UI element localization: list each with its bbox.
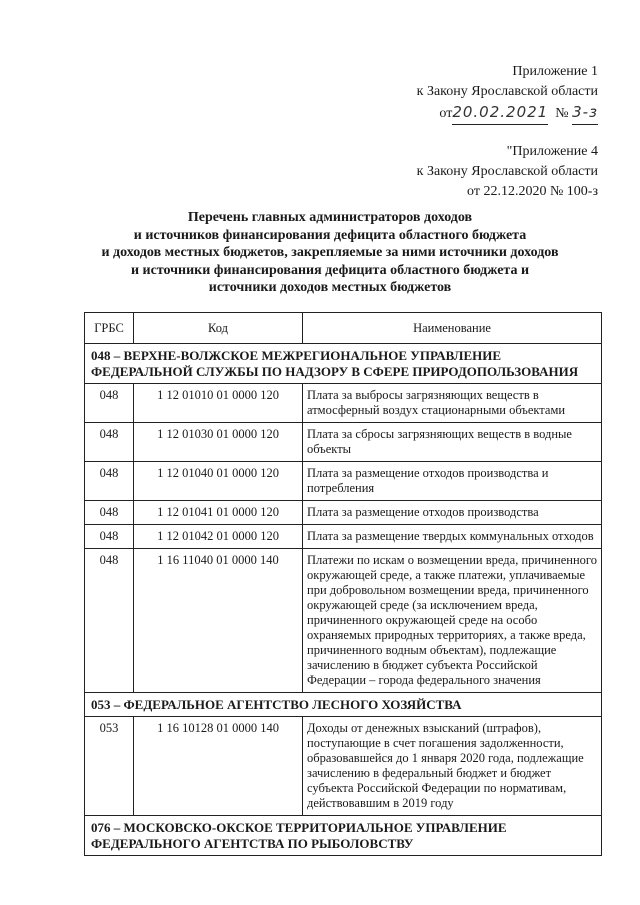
appendix-date-number (417, 102, 598, 128)
table-row (85, 501, 602, 525)
table-row (85, 423, 602, 462)
title-line: и доходов местных бюджетов, закрепляемые за ними источники доходов (101, 245, 559, 260)
cell-code: 1 12 01042 01 0000 120 (134, 525, 303, 549)
cell-name: Доходы от денежных взысканий (штрафов), поступающие в счет погашения задолженности, образовавшейся до 1 января 2020 года, подлежащие зачислению в федеральный бюджет и бюджет субъекта Российской Федерации по нормативам, действовавшим в 2019 году (303, 717, 602, 816)
prev-appendix-law-ref: к Закону Ярославской области (416, 164, 598, 179)
header-grbs: ГРБС (85, 313, 134, 344)
handwritten-number: 3-з (572, 103, 598, 121)
cell-grbs: 048 (85, 549, 134, 693)
cell-name: Плата за размещение твердых коммунальных отходов (303, 525, 602, 549)
section-title: 048 – ВЕРХНЕ-ВОЛЖСКОЕ МЕЖРЕГИОНАЛЬНОЕ УПРАВЛЕНИЕ ФЕДЕРАЛЬНОЙ СЛУЖБЫ ПО НАДЗОРУ В СФЕРЕ ПРИРОДОПОЛЬЗОВАНИЯ (85, 344, 602, 384)
table-header-row (85, 313, 602, 344)
table-row (85, 525, 602, 549)
title-line: и источников финансирования дефицита областного бюджета (133, 227, 527, 243)
cell-grbs: 048 (85, 384, 134, 423)
table-row (85, 717, 602, 816)
cell-name: Плата за сбросы загрязняющих веществ в водные объекты (303, 423, 602, 462)
cell-name: Платежи по искам о возмещении вреда, причиненного окружающей среде, а также платежи, уплачиваемые при добровольном возмещении вреда, причиненного окружающей среде (за исключением вреда, причиненного окружающей среде на особо охраняемых природных территориях, а также вреда, причиненного водным объектам), подлежащие зачислению в бюджет субъекта Российской Федерации – города федерального значения (303, 549, 602, 693)
cell-name: Плата за размещение отходов производства и потребления (303, 462, 602, 501)
cell-code: 1 12 01041 01 0000 120 (134, 501, 303, 525)
cell-code: 1 12 01030 01 0000 120 (134, 423, 303, 462)
date-prefix: от (439, 106, 453, 121)
title-line: и источники финансирования дефицита областного бюджета и (130, 262, 530, 278)
title-line: источники доходов местных бюджетов (208, 280, 452, 295)
cell-grbs: 048 (85, 462, 134, 501)
appendix-block (417, 62, 598, 202)
cell-grbs: 048 (85, 525, 134, 549)
appendix-number: Приложение 1 (512, 64, 598, 79)
prev-appendix-number: "Приложение 4 (506, 144, 598, 159)
section-row (85, 344, 602, 384)
appendix-law-ref: к Закону Ярославской области (416, 84, 598, 99)
cell-grbs: 053 (85, 717, 134, 816)
administrators-table (84, 312, 602, 856)
handwritten-date: 20.02.2021 (452, 103, 549, 121)
cell-code: 1 12 01040 01 0000 120 (134, 462, 303, 501)
cell-code: 1 12 01010 01 0000 120 (134, 384, 303, 423)
section-row (85, 693, 602, 717)
cell-code: 1 16 11040 01 0000 140 (134, 549, 303, 693)
prev-appendix-date: от 22.12.2020 № 100-з (467, 184, 598, 199)
cell-name: Плата за размещение отходов производства (303, 501, 602, 525)
number-prefix: № (555, 106, 569, 121)
header-code: Код (134, 313, 303, 344)
cell-grbs: 048 (85, 423, 134, 462)
cell-grbs: 048 (85, 501, 134, 525)
section-title: 053 – ФЕДЕРАЛЬНОЕ АГЕНТСТВО ЛЕСНОГО ХОЗЯЙСТВА (85, 693, 602, 717)
section-title: 076 – МОСКОВСКО-ОКСКОЕ ТЕРРИТОРИАЛЬНОЕ УПРАВЛЕНИЕ ФЕДЕРАЛЬНОГО АГЕНТСТВА ПО РЫБОЛОВСТВУ (85, 816, 602, 856)
title-line: Перечень главных администраторов доходов (187, 210, 473, 225)
cell-code: 1 16 10128 01 0000 140 (134, 717, 303, 816)
section-row (85, 816, 602, 856)
cell-name: Плата за выбросы загрязняющих веществ в атмосферный воздух стационарными объектами (303, 384, 602, 423)
table-row (85, 549, 602, 693)
table-row (85, 384, 602, 423)
header-name: Наименование (303, 313, 602, 344)
table-row (85, 462, 602, 501)
document-title (60, 209, 600, 297)
